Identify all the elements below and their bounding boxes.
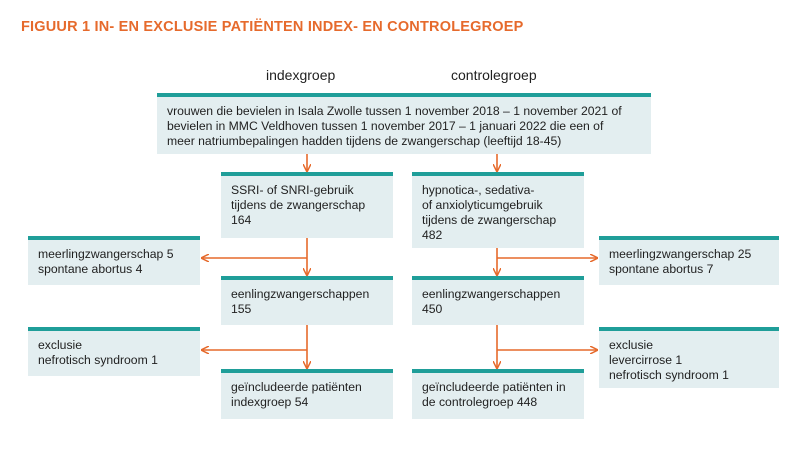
index-users-line: tijdens de zwangerschap xyxy=(231,198,366,212)
control-singleton-count: 450 xyxy=(422,302,443,316)
source-population-line: bevielen in MMC Veldhoven tussen 1 november 2017 – 1 januari 2022 die een of xyxy=(167,119,604,133)
control-exclusion-other-line: exclusie xyxy=(609,338,654,352)
index-singleton-box xyxy=(221,276,393,325)
index-exclusion-other-line: nefrotisch syndroom 1 xyxy=(38,353,158,367)
index-singleton-label: eenlingzwangerschappen xyxy=(231,287,370,301)
control-users-line: of anxiolyticumgebruik xyxy=(422,198,543,212)
control-singleton-box xyxy=(412,276,584,325)
control-exclusion-other-line: nefrotisch syndroom 1 xyxy=(609,368,729,382)
control-users-box xyxy=(412,172,584,248)
source-population-box xyxy=(157,93,651,154)
index-users-count: 164 xyxy=(231,213,252,227)
control-exclusion-other-line: levercirrose 1 xyxy=(609,353,683,367)
control-exclusion-multiple-box xyxy=(599,236,779,285)
index-included-box xyxy=(221,369,393,419)
index-exclusion-multiple-line: spontane abortus 4 xyxy=(38,262,143,276)
control-exclusion-multiple-line: meerlingzwangerschap 25 xyxy=(609,247,752,261)
source-population-line: vrouwen die bevielen in Isala Zwolle tussen 1 november 2018 – 1 november 2021 of xyxy=(167,104,622,118)
index-users-line: SSRI- of SNRI-gebruik xyxy=(231,183,354,197)
column-header-control: controlegroep xyxy=(451,67,537,83)
index-exclusion-other-box xyxy=(28,327,200,376)
figure-title: FIGUUR 1 IN- EN EXCLUSIE PATIËNTEN INDEX- EN CONTROLEGROEP xyxy=(21,19,524,35)
control-users-line: hypnotica-, sedativa- xyxy=(422,183,535,197)
control-included-line: geïncludeerde patiënten in xyxy=(422,380,566,394)
control-exclusion-other-box xyxy=(599,327,779,388)
control-users-line: tijdens de zwangerschap xyxy=(422,213,557,227)
control-exclusion-multiple-line: spontane abortus 7 xyxy=(609,262,714,276)
column-header-index: indexgroep xyxy=(266,67,336,83)
control-included-line: de controlegroep 448 xyxy=(422,395,538,409)
index-exclusion-other-line: exclusie xyxy=(38,338,83,352)
control-users-count: 482 xyxy=(422,228,443,242)
index-singleton-count: 155 xyxy=(231,302,252,316)
index-exclusion-multiple-line: meerlingzwangerschap 5 xyxy=(38,247,174,261)
index-exclusion-multiple-box xyxy=(28,236,200,285)
source-population-line: meer natriumbepalingen hadden tijdens de zwangerschap (leeftijd 18-45) xyxy=(167,134,562,148)
control-singleton-label: eenlingzwangerschappen xyxy=(422,287,561,301)
index-included-line: indexgroep 54 xyxy=(231,395,309,409)
control-included-box xyxy=(412,369,584,419)
index-users-box xyxy=(221,172,393,238)
index-included-line: geïncludeerde patiënten xyxy=(231,380,362,394)
